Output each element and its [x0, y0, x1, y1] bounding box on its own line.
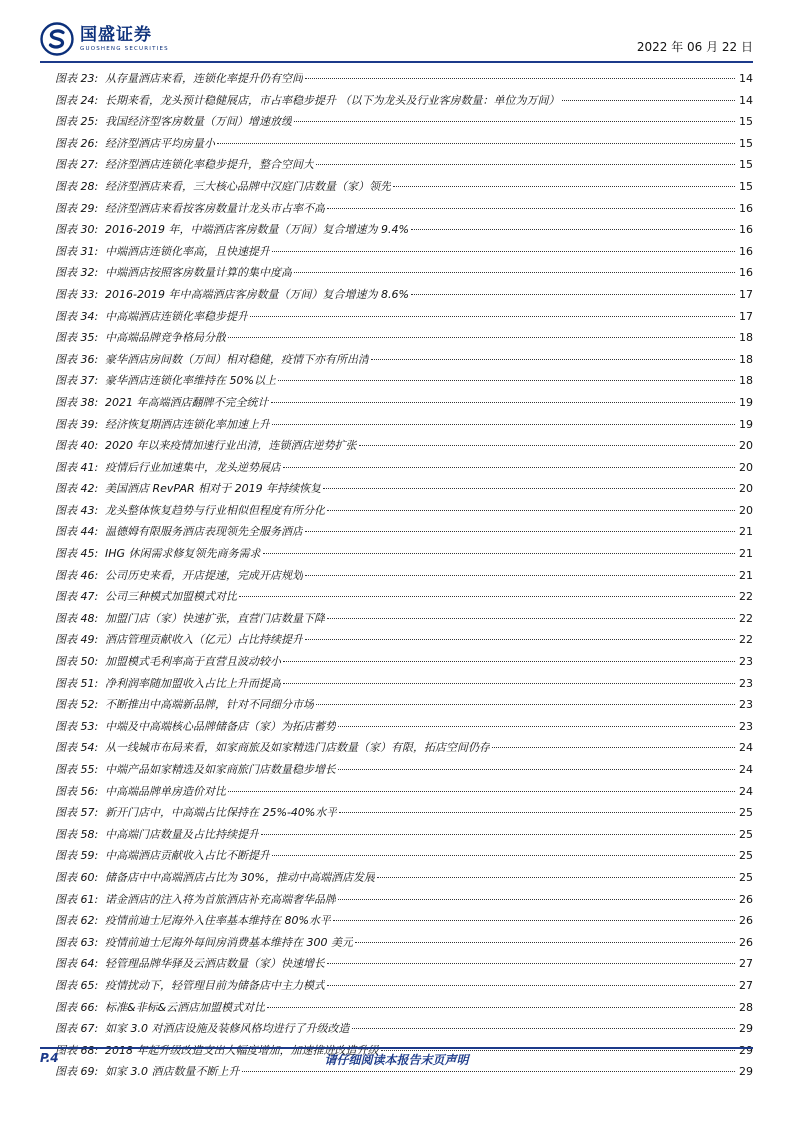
toc-leader-dots: [316, 704, 735, 705]
toc-entry-title: 2020 年以来疫情加速行业出清，连锁酒店逆势扩张: [105, 439, 357, 453]
toc-entry-page: 14: [739, 93, 753, 107]
toc-entry-title: 中端酒店连锁化率高，且快速提升: [105, 244, 270, 258]
toc-entry-title: 中高端酒店连锁化率稳步提升: [105, 309, 248, 323]
toc-entry[interactable]: [55, 694, 753, 716]
toc-entry-page: 20: [739, 439, 753, 453]
toc-entry-title: 经济型酒店连锁化率稳步提升，整合空间大: [105, 158, 314, 172]
toc-entry-page: 25: [739, 870, 753, 884]
toc-leader-dots: [338, 899, 735, 900]
toc-entry-title: 轻管理品牌华驿及云酒店数量（家）快速增长: [105, 957, 325, 971]
toc-leader-dots: [327, 618, 735, 619]
toc-entry[interactable]: [55, 262, 753, 284]
toc-entry[interactable]: [55, 111, 753, 133]
toc-entry-label: 图表 35:: [55, 331, 99, 345]
toc-entry[interactable]: [55, 889, 753, 911]
toc-entry-label: 图表 55:: [55, 763, 99, 776]
toc-entry[interactable]: [55, 327, 753, 349]
toc-entry-page: 14: [739, 72, 753, 85]
toc-entry-title: 2018 年起升级改造支出大幅度增加，加速推进改造升级: [105, 1043, 379, 1057]
toc-entry-page: 29: [739, 1043, 753, 1057]
toc-entry-title: 诺金酒店的注入将为首旅酒店补充高端奢华品牌: [105, 892, 336, 906]
toc-leader-dots: [228, 791, 735, 792]
toc-leader-dots: [261, 834, 735, 835]
toc-entry-page: 16: [739, 244, 753, 258]
toc-entry-label: 图表 47:: [55, 590, 99, 604]
toc-entry-label: 图表 63:: [55, 935, 99, 949]
toc-entry-label: 图表 45:: [55, 547, 99, 561]
toc-entry-label: 图表 41:: [55, 460, 99, 474]
toc-leader-dots: [272, 855, 735, 856]
toc-entry-title: 标准&非标&云酒店加盟模式对比: [105, 1000, 266, 1014]
toc-entry-label: 图表 24:: [55, 93, 99, 107]
toc-entry-title: 公司三种模式加盟模式对比: [105, 590, 237, 604]
toc-leader-dots: [371, 359, 735, 360]
toc-entry-label: 图表 54:: [55, 741, 99, 755]
toc-entry-title: 温德姆有限服务酒店表现领先全服务酒店: [105, 525, 303, 539]
toc-entry[interactable]: [55, 975, 753, 997]
toc-entry-page: 21: [739, 547, 753, 561]
toc-leader-dots: [272, 251, 735, 252]
toc-entry-label: 图表 52:: [55, 698, 99, 712]
toc-leader-dots: [283, 661, 735, 662]
toc-leader-dots: [327, 510, 735, 511]
toc-entry[interactable]: [55, 284, 753, 306]
toc-leader-dots: [294, 121, 735, 122]
toc-entry-label: 图表 39:: [55, 417, 99, 431]
toc-leader-dots: [377, 877, 735, 878]
toc-entry-page: 27: [739, 957, 753, 971]
toc-entry-page: 23: [739, 655, 753, 669]
toc-entry-page: 21: [739, 525, 753, 539]
toc-leader-dots: [339, 812, 735, 813]
toc-entry-page: 17: [739, 287, 753, 301]
toc-entry[interactable]: [55, 673, 753, 695]
toc-entry[interactable]: [55, 759, 753, 781]
toc-entry-page: 24: [739, 741, 753, 755]
toc-entry-label: 图表 65:: [55, 978, 99, 992]
toc-leader-dots: [283, 467, 735, 468]
toc-entry-title: 2021 年高端酒店翻牌不完全统计: [105, 395, 269, 409]
toc-entry-title: 豪华酒店房间数（万间）相对稳健，疫情下亦有所出清: [105, 352, 369, 366]
toc-entry-label: 图表 40:: [55, 439, 99, 453]
toc-entry[interactable]: [55, 565, 753, 587]
toc-entry-page: 25: [739, 827, 753, 841]
toc-entry[interactable]: [55, 133, 753, 155]
toc-entry-page: 23: [739, 698, 753, 712]
toc-leader-dots: [278, 380, 735, 381]
guosheng-logo-icon: [40, 22, 74, 56]
toc-entry-page: 18: [739, 352, 753, 366]
toc-entry-title: 长期来看，龙头预计稳健展店，市占率稳步提升 （以下为龙头及行业客房数量：单位为万间）: [105, 93, 560, 107]
toc-entry-title: 经济型酒店平均房量小: [105, 136, 215, 150]
toc-leader-dots: [305, 575, 735, 576]
footer-disclaimer: 请仔细阅读本报告末页声明: [324, 1053, 469, 1067]
toc-entry-label: 图表 37:: [55, 374, 99, 388]
toc-entry[interactable]: [55, 500, 753, 522]
toc-entry-page: 17: [739, 309, 753, 323]
toc-leader-dots: [267, 1007, 735, 1008]
toc-entry-label: 图表 60:: [55, 870, 99, 884]
toc-entry-label: 图表 58:: [55, 827, 99, 841]
footer-divider: [40, 1047, 753, 1049]
toc-leader-dots: [327, 963, 735, 964]
toc-entry[interactable]: [55, 932, 753, 954]
toc-entry-label: 图表 50:: [55, 655, 99, 669]
toc-entry-page: 21: [739, 568, 753, 582]
toc-entry-label: 图表 25:: [55, 115, 99, 129]
toc-entry-title: 公司历史来看，开店提速，完成开店规划: [105, 568, 303, 582]
toc-entry-title: 我国经济型客房数量（万间）增速放缓: [105, 115, 292, 129]
toc-entry-title: 酒店管理贡献收入（亿元）占比持续提升: [105, 633, 303, 647]
toc-entry[interactable]: [55, 349, 753, 371]
toc-entry-title: 从存量酒店来看，连锁化率提升仍有空间: [105, 72, 303, 85]
toc-entry[interactable]: [55, 306, 753, 328]
toc-entry-label: 图表 34:: [55, 309, 99, 323]
toc-entry-page: 19: [739, 417, 753, 431]
toc-entry-title: 经济型酒店来看按客房数量计龙头市占率不高: [105, 201, 325, 215]
toc-entry-title: 疫情前迪士尼海外入住率基本维持在 80%水平: [105, 914, 331, 928]
page-header: [40, 22, 753, 58]
toc-entry[interactable]: [55, 521, 753, 543]
toc-entry-page: 24: [739, 763, 753, 776]
toc-leader-dots: [272, 424, 735, 425]
toc-entry-label: 图表 33:: [55, 287, 99, 301]
toc-entry-label: 图表 29:: [55, 201, 99, 215]
toc-entry[interactable]: [55, 781, 753, 803]
toc-entry-page: 18: [739, 331, 753, 345]
toc-entry-page: 29: [739, 1065, 753, 1079]
toc-leader-dots: [393, 186, 735, 187]
toc-entry-label: 图表 43:: [55, 503, 99, 517]
toc-entry-label: 图表 62:: [55, 914, 99, 928]
toc-entry-label: 图表 46:: [55, 568, 99, 582]
toc-entry-title: 如家 3.0 对酒店设施及装修风格均进行了升级改造: [105, 1022, 350, 1036]
toc-entry-title: 净利润率随加盟收入占比上升而提高: [105, 676, 281, 690]
toc-leader-dots: [359, 445, 736, 446]
toc-entry-page: 23: [739, 719, 753, 733]
toc-entry-label: 图表 26:: [55, 136, 99, 150]
toc-entry[interactable]: [55, 198, 753, 220]
toc-entry-title: 中端酒店按照客房数量计算的集中度高: [105, 266, 292, 280]
toc-entry-page: 16: [739, 223, 753, 237]
toc-entry-page: 26: [739, 935, 753, 949]
toc-entry-label: 图表 59:: [55, 849, 99, 863]
toc-entry-page: 25: [739, 849, 753, 863]
toc-entry-title: 从一线城市布局来看，如家商旅及如家精选门店数量（家）有限，拓店空间仍存: [105, 741, 490, 755]
toc-entry-title: 中端产品如家精选及如家商旅门店数量稳步增长: [105, 763, 336, 776]
toc-entry-label: 图表 38:: [55, 395, 99, 409]
toc-leader-dots: [271, 402, 736, 403]
toc-entry[interactable]: [55, 867, 753, 889]
toc-entry-label: 图表 23:: [55, 72, 99, 85]
toc-entry-title: 如家 3.0 酒店数量不断上升: [105, 1065, 240, 1079]
toc-entry-label: 图表 28:: [55, 179, 99, 193]
toc-entry[interactable]: [55, 824, 753, 846]
toc-leader-dots: [250, 316, 735, 317]
toc-entry-label: 图表 31:: [55, 244, 99, 258]
toc-entry[interactable]: [55, 435, 753, 457]
toc-entry[interactable]: [55, 845, 753, 867]
table-of-figures: [55, 68, 753, 1083]
toc-leader-dots: [305, 531, 735, 532]
toc-entry-page: 20: [739, 482, 753, 496]
toc-entry-page: 15: [739, 115, 753, 129]
toc-entry[interactable]: [55, 392, 753, 414]
toc-entry[interactable]: [55, 586, 753, 608]
toc-entry-title: 龙头整体恢复趋势与行业相似但程度有所分化: [105, 503, 325, 517]
toc-entry-label: 图表 27:: [55, 158, 99, 172]
toc-entry[interactable]: [55, 629, 753, 651]
toc-entry[interactable]: [55, 68, 753, 90]
toc-entry-label: 图表 36:: [55, 352, 99, 366]
toc-entry-label: 图表 44:: [55, 525, 99, 539]
toc-entry-title: 加盟门店（家）快速扩张，直营门店数量下降: [105, 611, 325, 625]
toc-entry-page: 23: [739, 676, 753, 690]
toc-entry-page: 20: [739, 503, 753, 517]
toc-leader-dots: [305, 639, 735, 640]
toc-entry[interactable]: [55, 543, 753, 565]
toc-entry-page: 24: [739, 784, 753, 798]
toc-entry-label: 图表 69:: [55, 1065, 99, 1079]
toc-entry-page: 27: [739, 978, 753, 992]
page-number: P.4: [40, 1051, 59, 1065]
toc-entry-page: 19: [739, 395, 753, 409]
toc-entry-page: 15: [739, 179, 753, 193]
toc-entry[interactable]: [55, 478, 753, 500]
toc-leader-dots: [283, 683, 735, 684]
toc-entry-page: 26: [739, 892, 753, 906]
toc-leader-dots: [242, 1071, 736, 1072]
toc-entry-title: 储备店中中高端酒店占比为 30%，推动中高端酒店发展: [105, 870, 375, 884]
toc-entry[interactable]: [55, 1018, 753, 1040]
toc-entry-label: 图表 68:: [55, 1043, 99, 1057]
toc-leader-dots: [323, 488, 735, 489]
toc-leader-dots: [352, 1028, 736, 1029]
toc-entry[interactable]: [55, 997, 753, 1019]
toc-entry-title: 疫情后行业加速集中，龙头逆势展店: [105, 460, 281, 474]
toc-entry-page: 26: [739, 914, 753, 928]
toc-leader-dots: [411, 294, 735, 295]
toc-entry[interactable]: [55, 953, 753, 975]
toc-entry-title: 中高端品牌单房造价对比: [105, 784, 226, 798]
toc-entry-label: 图表 56:: [55, 784, 99, 798]
toc-entry-label: 图表 32:: [55, 266, 99, 280]
toc-entry[interactable]: [55, 910, 753, 932]
toc-entry-page: 15: [739, 158, 753, 172]
toc-entry[interactable]: [55, 716, 753, 738]
toc-entry-page: 16: [739, 201, 753, 215]
toc-entry[interactable]: [55, 241, 753, 263]
toc-entry-title: 美国酒店 RevPAR 相对于 2019 年持续恢复: [105, 482, 322, 496]
toc-entry-label: 图表 51:: [55, 676, 99, 690]
toc-leader-dots: [316, 164, 735, 165]
toc-leader-dots: [411, 229, 735, 230]
toc-leader-dots: [217, 143, 735, 144]
toc-entry[interactable]: [55, 802, 753, 824]
toc-entry-title: 疫情前迪士尼海外每间房消费基本维持在 300 美元: [105, 935, 353, 949]
toc-entry[interactable]: [55, 414, 753, 436]
toc-entry-label: 图表 61:: [55, 892, 99, 906]
toc-entry[interactable]: [55, 176, 753, 198]
toc-entry[interactable]: [55, 608, 753, 630]
toc-leader-dots: [338, 769, 735, 770]
toc-leader-dots: [294, 272, 735, 273]
toc-leader-dots: [305, 78, 735, 79]
toc-entry-title: IHG 休闲需求修复领先商务需求: [105, 547, 261, 561]
toc-entry-title: 中高端门店数量及占比持续提升: [105, 827, 259, 841]
toc-entry[interactable]: [55, 737, 753, 759]
toc-entry-title: 疫情扰动下，轻管理目前为储备店中主力模式: [105, 978, 325, 992]
toc-entry-title: 经济型酒店来看，三大核心品牌中汉庭门店数量（家）领先: [105, 179, 391, 193]
toc-entry-title: 2016-2019 年，中端酒店客房数量（万间）复合增速为 9.4%: [105, 223, 409, 237]
toc-entry[interactable]: [55, 90, 753, 112]
toc-entry-label: 图表 30:: [55, 223, 99, 237]
toc-entry-label: 图表 57:: [55, 806, 99, 820]
logo-english-name: GUOSHENG SECURITIES: [80, 46, 169, 52]
toc-entry[interactable]: [55, 219, 753, 241]
toc-leader-dots: [562, 100, 736, 101]
toc-entry-title: 中高端品牌竞争格局分散: [105, 331, 226, 345]
toc-leader-dots: [355, 942, 735, 943]
toc-entry-page: 18: [739, 374, 753, 388]
toc-entry-title: 2016-2019 年中高端酒店客房数量（万间）复合增速为 8.6%: [105, 287, 409, 301]
toc-leader-dots: [327, 208, 735, 209]
toc-entry-title: 加盟模式毛利率高于直营且波动较小: [105, 655, 281, 669]
toc-entry-page: 22: [739, 633, 753, 647]
toc-entry-page: 15: [739, 136, 753, 150]
toc-entry-page: 16: [739, 266, 753, 280]
toc-entry-label: 图表 42:: [55, 482, 99, 496]
report-date: 2022 年 06 月 22 日: [636, 40, 753, 54]
toc-entry-page: 25: [739, 806, 753, 820]
toc-entry-page: 29: [739, 1022, 753, 1036]
toc-entry-page: 20: [739, 460, 753, 474]
toc-entry-title: 不断推出中高端新品牌，针对不同细分市场: [105, 698, 314, 712]
toc-entry-title: 豪华酒店连锁化率维持在 50%以上: [105, 374, 276, 388]
toc-leader-dots: [239, 596, 735, 597]
toc-entry-label: 图表 66:: [55, 1000, 99, 1014]
toc-entry[interactable]: [55, 651, 753, 673]
toc-entry-title: 经济恢复期酒店连锁化率加速上升: [105, 417, 270, 431]
toc-leader-dots: [338, 726, 735, 727]
toc-entry[interactable]: [55, 370, 753, 392]
toc-entry-title: 新开门店中，中高端占比保持在 25%-40%水平: [105, 806, 338, 820]
toc-leader-dots: [492, 747, 735, 748]
toc-leader-dots: [263, 553, 735, 554]
toc-entry-label: 图表 49:: [55, 633, 99, 647]
toc-leader-dots: [333, 920, 735, 921]
toc-entry-label: 图表 64:: [55, 957, 99, 971]
toc-entry[interactable]: [55, 457, 753, 479]
toc-entry-title: 中高端酒店贡献收入占比不断提升: [105, 849, 270, 863]
toc-leader-dots: [228, 337, 735, 338]
toc-entry[interactable]: [55, 154, 753, 176]
toc-entry-page: 28: [739, 1000, 753, 1014]
toc-entry-title: 中端及中高端核心品牌储备店（家）为拓店蓄势: [105, 719, 336, 733]
company-logo: [40, 22, 169, 56]
toc-entry-label: 图表 53:: [55, 719, 99, 733]
logo-chinese-name: 国盛证券: [80, 25, 152, 45]
header-divider: [40, 61, 753, 63]
toc-entry-label: 图表 48:: [55, 611, 99, 625]
toc-entry-label: 图表 67:: [55, 1022, 99, 1036]
toc-leader-dots: [327, 985, 735, 986]
toc-entry-page: 22: [739, 590, 753, 604]
toc-entry-page: 22: [739, 611, 753, 625]
